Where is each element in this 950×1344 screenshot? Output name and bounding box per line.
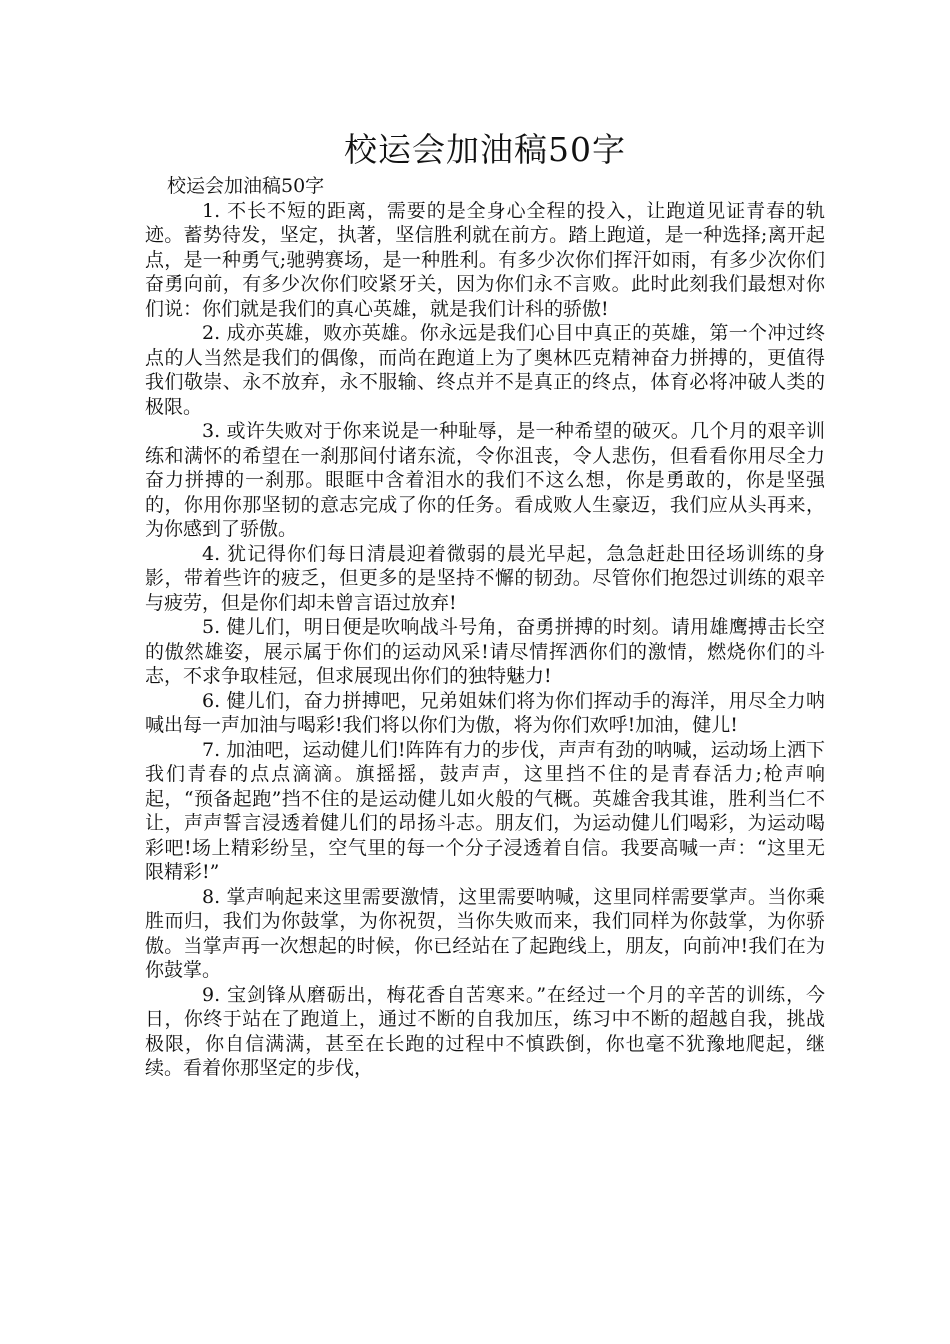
paragraph-4: 4. 犹记得你们每日清晨迎着微弱的晨光早起，急急赶赴田径场训练的身影，带着些许的疲乏，但更多的是坚持不懈的韧劲。尽管你们抱怨过训练的艰辛与疲劳，但是你们却未曾言语过放弃! — [145, 542, 825, 614]
paragraph-5: 5. 健儿们，明日便是吹响战斗号角，奋勇拼搏的时刻。请用雄鹰搏击长空的傲然雄姿，展示属于你们的运动风采!请尽情挥洒你们的激情，燃烧你们的斗志，不求争取桂冠，但求展现出你们的独特魅力! — [145, 616, 825, 687]
document-subtitle: 校运会加油稿50字 — [167, 175, 325, 197]
paragraph-2: 2. 成亦英雄，败亦英雄。你永远是我们心目中真正的英雄，第一个冲过终点的人当然是我们的偶像，而尚在跑道上为了奥林匹克精神奋力拼搏的，更值得我们敬崇、永不放弃，永不服输、终点并不是真正的终点，体育必将冲破人类的极限。 — [145, 322, 825, 418]
paragraph-8: 8. 掌声响起来这里需要激情，这里需要呐喊，这里同样需要掌声。当你乘胜而归，我们为你鼓掌，为你祝贺，当你失败而来，我们同样为你鼓掌，为你骄傲。当掌声再一次想起的时候，你已经站在了起跑线上，朋友，向前冲!我们在为你鼓掌。 — [145, 885, 825, 981]
document-page — [145, 128, 825, 1081]
paragraph-1: 1. 不长不短的距离，需要的是全身心全程的投入，让跑道见证青春的轨迹。蓄势待发，坚定，执著，坚信胜利就在前方。踏上跑道，是一种选择;离开起点，是一种勇气;驰骋赛场，是一种胜利。有多少次你们挥汗如雨，有多少次你们奋勇向前，有多少次你们咬紧牙关，因为你们永不言败。此时此刻我们最想对你们说：你们就是我们的真心英雄，就是我们计科的骄傲! — [145, 199, 825, 320]
paragraph-6: 6. 健儿们，奋力拼搏吧，兄弟姐妹们将为你们挥动手的海洋，用尽全力呐喊出每一声加油与喝彩!我们将以你们为傲，将为你们欢呼!加油，健儿! — [145, 689, 825, 736]
paragraph-7: 7. 加油吧，运动健儿们!阵阵有力的步伐，声声有劲的呐喊，运动场上洒下我们青春的点点滴滴。旗摇摇，鼓声声，这里挡不住的是青春活力;枪声响起，“预备起跑”挡不住的是运动健儿如火般的气概。英雄舍我其谁，胜利当仁不让，声声誓言浸透着健儿们的昂扬斗志。朋友们，为运动健儿们喝彩，为运动喝彩吧!场上精彩纷呈，空气里的每一个分子浸透着自信。我要高喊一声：“这里无限精彩!” — [145, 738, 825, 883]
document-title: 校运会加油稿50字 — [344, 130, 626, 169]
paragraph-9: 9. 宝剑锋从磨砺出，梅花香自苦寒来。”在经过一个月的辛苦的训练，今日，你终于站在了跑道上，通过不断的自我加压，练习中不断的超越自我，挑战极限，你自信满满，甚至在长跑的过程中不慎跌倒，你也毫不犹豫地爬起，继续。看着你那坚定的步伐， — [145, 983, 825, 1079]
paragraph-3: 3. 或许失败对于你来说是一种耻辱，是一种希望的破灭。几个月的艰辛训练和满怀的希望在一刹那间付诸东流，令你沮丧，令人悲伤，但看看你用尽全力奋力拼搏的一刹那。眼眶中含着泪水的我们不这么想，你是勇敢的，你是坚强的，你用你那坚韧的意志完成了你的任务。看成败人生豪迈，我们应从头再来，为你感到了骄傲。 — [145, 420, 825, 540]
